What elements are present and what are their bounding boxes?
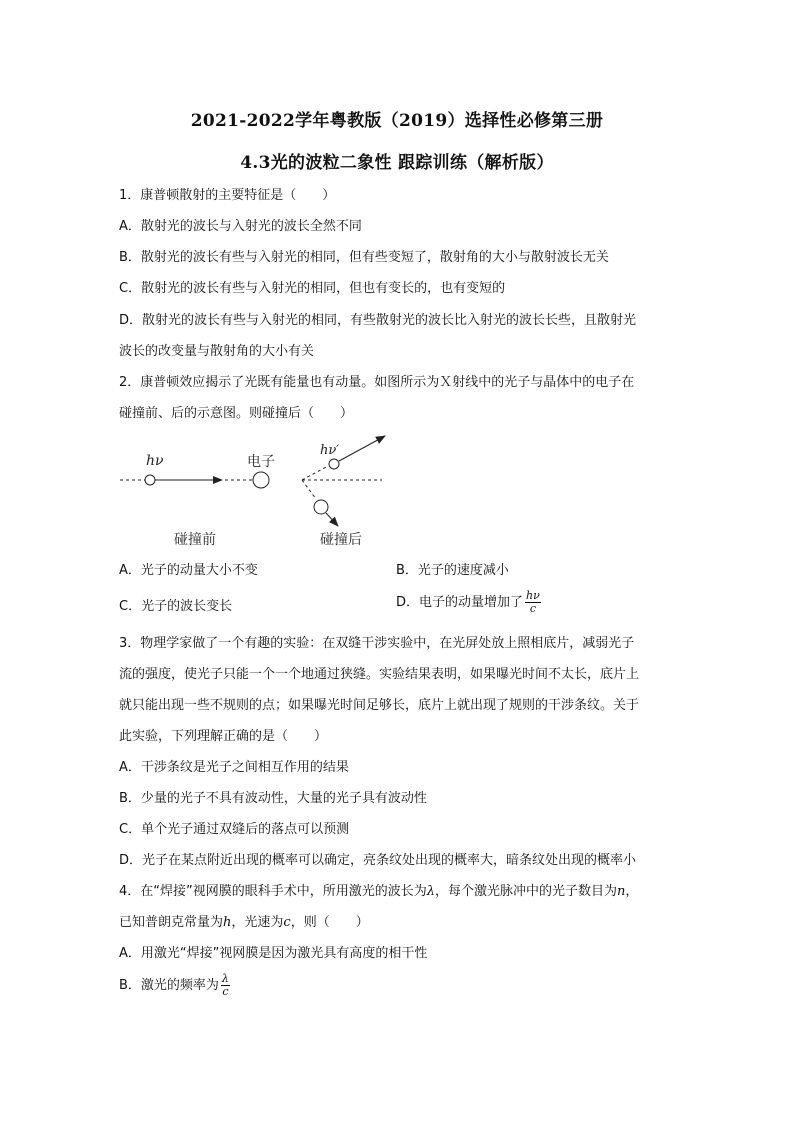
q2-option-c: C．光子的波长变长	[119, 599, 233, 614]
compton-collision-figure	[110, 432, 400, 554]
q4-stem-line1-text-b: ，每个激光脉冲中的光子数目为	[435, 884, 618, 899]
fraction-denominator: c	[222, 985, 229, 998]
incident-photon-dot	[145, 475, 155, 485]
fraction-denominator: c	[529, 602, 536, 615]
q4-stem-line2-text-b: ，光速为	[231, 915, 284, 930]
q2-option-d-text: D．电子的动量增加了	[396, 595, 524, 610]
scattered-photon-dashed	[302, 466, 328, 480]
q1-option-a: A．散射光的波长与入射光的波长全然不同	[119, 219, 362, 234]
q4-stem-line2-text-a: 已知普朗克常量为	[119, 915, 224, 930]
q4-option-b	[119, 973, 230, 998]
recoil-electron-arrow	[326, 513, 338, 526]
h-symbol: h	[223, 915, 232, 930]
electron-circle	[253, 472, 269, 488]
q3-option-a: A．干涉条纹是光子之间相互作用的结果	[119, 760, 349, 775]
q3-stem-line4: 此实验，下列理解正确的是（ ）	[119, 729, 328, 744]
after-caption: 碰撞后	[320, 532, 362, 548]
q3-option-d: D．光子在某点附近出现的概率可以确定，亮条纹处出现的概率大，暗条纹处出现的概率小	[119, 853, 637, 868]
q1-option-c: C．散射光的波长有些与入射光的相同，但也有变长的，也有变短的	[119, 281, 506, 296]
q2-stem-line1: 2．康普顿效应揭示了光既有能量也有动量。如图所示为Ｘ射线中的光子与晶体中的电子在	[119, 375, 635, 390]
fraction-numerator: hν	[526, 589, 540, 602]
q4-option-b-text: B．激光的频率为	[119, 978, 219, 993]
c-symbol: c	[283, 915, 291, 930]
before-caption: 碰撞前	[174, 532, 216, 548]
scattered-photon-label: hν′	[320, 443, 340, 458]
q4-stem-line2-text-c: ，则（ ）	[290, 915, 369, 930]
q1-option-d-line2: 波长的改变量与散射角的大小有关	[119, 344, 315, 359]
q4-stem-line1	[119, 884, 638, 900]
recoil-electron-dashed	[302, 480, 316, 499]
q4-stem-line1-text-c: ，	[625, 884, 639, 899]
document-title-line2: 4.3光的波粒二象性 跟踪训练（解析版）	[240, 153, 554, 173]
q2-option-a: A．光子的动量大小不变	[119, 563, 258, 578]
scattered-photon-dot	[329, 459, 339, 469]
q4-stem-line2	[119, 915, 369, 931]
q3-option-b: B．少量的光子不具有波动性，大量的光子具有波动性	[119, 791, 427, 806]
q1-stem: 1．康普顿散射的主要特征是（ ）	[119, 188, 336, 203]
n-symbol: n	[617, 884, 626, 899]
q2-option-d	[396, 590, 541, 615]
q1-option-d-line1: D．散射光的波长有些与入射光的相同，有些散射光的波长比入射光的波长长些，且散射光	[119, 313, 637, 328]
q4-option-b-fraction	[221, 973, 230, 998]
lambda-symbol: λ	[426, 884, 435, 899]
fraction-numerator: λ	[221, 972, 229, 985]
recoil-electron-circle	[314, 500, 328, 514]
q4-option-a: A．用激光“焊接”视网膜是因为激光具有高度的相干性	[119, 946, 428, 961]
q1-option-b: B．散射光的波长有些与入射光的相同，但有些变短了，散射角的大小与散射波长无关	[119, 250, 609, 265]
electron-label: 电子	[247, 454, 275, 470]
q3-option-c: C．单个光子通过双缝后的落点可以预测	[119, 822, 350, 837]
q3-stem-line2: 流的强度，使光子只能一个一个地通过狭缝。实验结果表明，如果曝光时间不太长，底片上	[119, 667, 640, 682]
q3-stem-line3: 就只能出现一些不规则的点；如果曝光时间足够长，底片上就出现了规则的干涉条纹。关于	[119, 698, 640, 713]
document-title-line1: 2021-2022学年粤教版（2019）选择性必修第三册	[190, 111, 604, 131]
scattered-photon-arrow	[339, 436, 385, 461]
q2-stem-line2: 碰撞前、后的示意图。则碰撞后（ ）	[119, 406, 354, 421]
q4-stem-line1-text-a: 4．在“焊接”视网膜的眼科手术中，所用激光的波长为	[119, 884, 427, 899]
q3-stem-line1: 3．物理学家做了一个有趣的实验：在双缝干涉实验中，在光屏处放上照相底片，减弱光子	[119, 636, 635, 651]
q2-option-d-fraction	[525, 590, 541, 615]
q2-option-b: B．光子的速度减小	[396, 563, 509, 578]
photon-label: hν	[146, 453, 164, 469]
